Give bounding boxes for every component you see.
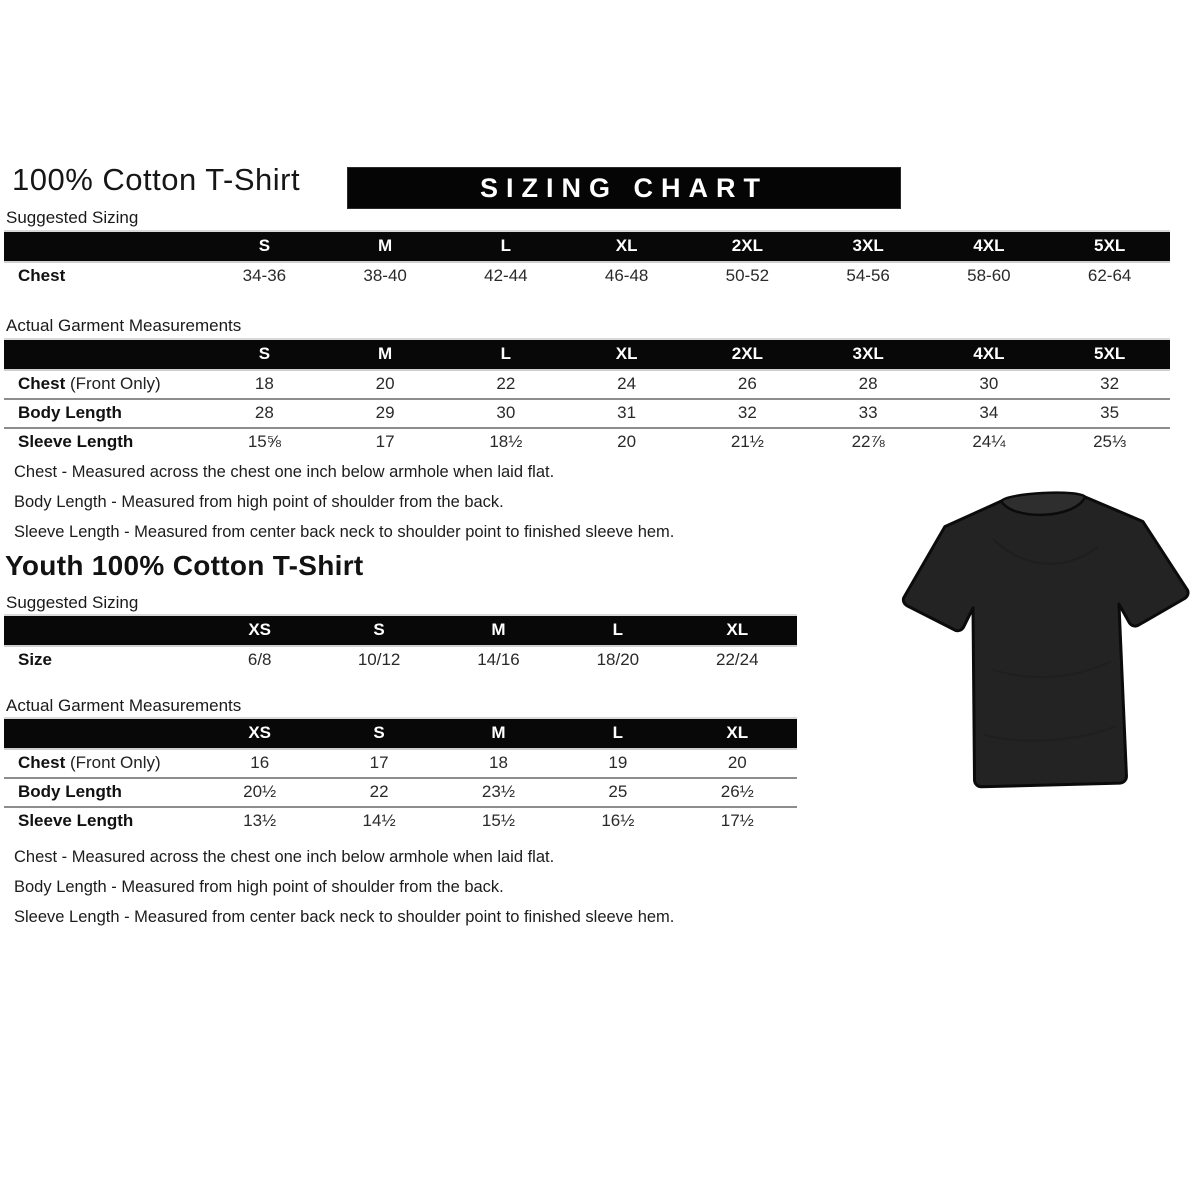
measurement-row-label	[4, 749, 200, 778]
note-body-length: Body Length - Measured from high point of shoulder from the back.	[14, 493, 504, 511]
size-column-header: L	[446, 339, 567, 370]
youth-measurement-notes	[14, 842, 674, 932]
size-column-header: XS	[200, 718, 319, 749]
row-label-text: Chest	[18, 266, 66, 285]
measurement-row	[4, 399, 1170, 428]
size-column-header: XL	[566, 339, 687, 370]
size-header-row	[4, 718, 797, 749]
measurement-cell: 24	[617, 374, 637, 393]
sizing-chart-banner-label: SIZING CHART	[480, 172, 768, 203]
measurement-cell: 58-60	[967, 266, 1011, 285]
size-column-header: 5XL	[1049, 339, 1170, 370]
measurement-cell: 23½	[439, 778, 558, 807]
note-sleeve-length: Sleeve Length - Measured from center back neck to shoulder point to finished sleeve hem.	[14, 523, 675, 541]
row-label-text: Body Length	[18, 782, 122, 801]
measurement-cell: 22	[496, 374, 516, 393]
measurement-cell: 17½	[678, 807, 797, 835]
sizing-table	[4, 230, 1170, 290]
measurement-row-label	[4, 262, 204, 290]
size-column-header: 4XL	[929, 231, 1050, 262]
size-column-header: L	[558, 718, 677, 749]
measurement-cell: 20½	[200, 778, 319, 807]
measurement-cell: 32	[687, 399, 808, 428]
size-column-header: M	[325, 231, 446, 262]
measurement-cell: 16	[250, 753, 270, 772]
size-column-header: S	[204, 339, 325, 370]
measurement-cell: 19	[608, 753, 628, 772]
row-label-text: Size	[18, 650, 53, 669]
measurement-cell: 18	[254, 374, 274, 393]
measurement-cell: 22⅞	[808, 428, 929, 456]
row-label-note: (Front Only)	[65, 753, 161, 772]
size-column-header: XS	[200, 615, 319, 646]
measurement-cell: 20	[727, 753, 747, 772]
row-label-text: Sleeve Length	[18, 432, 134, 451]
measurement-cell: 42-44	[484, 266, 528, 285]
youth-actual-measurements-table	[4, 717, 797, 835]
row-label-text: Body Length	[18, 403, 122, 422]
measurement-cell: 25	[558, 778, 677, 807]
row-label-text: Chest	[18, 753, 66, 772]
adult-actual-measurements-table	[4, 338, 1170, 456]
measurement-cell: 34	[929, 399, 1050, 428]
size-column-header: 5XL	[1049, 231, 1170, 262]
note-chest: Chest - Measured across the chest one inch below armhole when laid flat.	[14, 463, 555, 481]
measurement-cell: 16½	[558, 807, 677, 835]
measurement-cell: 13½	[200, 807, 319, 835]
size-column-header: XL	[566, 231, 687, 262]
measurement-cell: 18/20	[596, 650, 640, 669]
note-chest: Chest - Measured across the chest one inch below armhole when laid flat.	[14, 848, 555, 866]
page-title: 100% Cotton T-Shirt	[12, 162, 301, 197]
measurement-row-label	[4, 778, 200, 807]
measurement-cell: 25⅓	[1049, 428, 1170, 456]
measurement-row	[4, 749, 797, 778]
measurement-cell: 31	[566, 399, 687, 428]
note-body-length: Body Length - Measured from high point of shoulder from the back.	[14, 878, 504, 896]
note-sleeve-length: Sleeve Length - Measured from center back neck to shoulder point to finished sleeve hem.	[14, 908, 675, 926]
sizing-table	[4, 717, 797, 835]
measurement-cell: 18½	[446, 428, 567, 456]
size-column-header: 2XL	[687, 339, 808, 370]
adult-suggested-sizing-table	[4, 230, 1170, 290]
measurement-row	[4, 646, 797, 674]
size-header-row	[4, 231, 1170, 262]
measurement-cell: 20	[566, 428, 687, 456]
tshirt-icon	[896, 478, 1198, 812]
header-spacer-cell	[4, 718, 200, 749]
size-column-header: XL	[678, 718, 797, 749]
size-column-header: 4XL	[929, 339, 1050, 370]
sizing-table	[4, 614, 797, 674]
measurement-cell: 35	[1049, 399, 1170, 428]
measurement-cell: 17	[369, 753, 389, 772]
size-column-header: L	[558, 615, 677, 646]
size-column-header: 2XL	[687, 231, 808, 262]
measurement-cell: 34-36	[242, 266, 287, 285]
measurement-row-label	[4, 807, 200, 835]
measurement-cell: 22	[319, 778, 438, 807]
sizing-chart-banner	[347, 167, 901, 209]
measurement-cell: 22/24	[716, 650, 759, 669]
measurement-cell: 32	[1100, 374, 1120, 393]
size-column-header: S	[204, 231, 325, 262]
measurement-row	[4, 370, 1170, 399]
measurement-cell: 38-40	[363, 266, 407, 285]
measurement-row	[4, 807, 797, 835]
measurement-row	[4, 262, 1170, 290]
row-label-text: Chest	[18, 374, 66, 393]
size-column-header: S	[319, 718, 438, 749]
measurement-cell: 29	[325, 399, 446, 428]
measurement-cell: 20	[375, 374, 395, 393]
measurement-row	[4, 778, 797, 807]
row-label-text: Sleeve Length	[18, 811, 134, 830]
measurement-row-label	[4, 646, 200, 674]
header-spacer-cell	[4, 231, 204, 262]
size-column-header: 3XL	[808, 231, 929, 262]
adult-suggested-sizing-label: Suggested Sizing	[6, 208, 139, 227]
size-column-header: XL	[678, 615, 797, 646]
measurement-cell: 15⅝	[204, 428, 325, 456]
measurement-cell: 26½	[678, 778, 797, 807]
measurement-cell: 6/8	[247, 650, 272, 669]
measurement-cell: 50-52	[725, 266, 770, 285]
row-label-note: (Front Only)	[65, 374, 161, 393]
measurement-cell: 24¼	[929, 428, 1050, 456]
adult-actual-measurements-label: Actual Garment Measurements	[6, 316, 242, 335]
measurement-cell: 54-56	[846, 266, 890, 285]
sizing-table	[4, 338, 1170, 456]
measurement-row-label	[4, 428, 204, 456]
measurement-cell: 14/16	[477, 650, 520, 669]
size-column-header: M	[439, 718, 558, 749]
youth-section-title: Youth 100% Cotton T-Shirt	[5, 550, 364, 581]
size-column-header: M	[325, 339, 446, 370]
size-header-row	[4, 615, 797, 646]
measurement-cell: 14½	[319, 807, 438, 835]
measurement-cell: 15½	[439, 807, 558, 835]
measurement-cell: 30	[979, 374, 999, 393]
measurement-cell: 26	[737, 374, 757, 393]
measurement-cell: 30	[446, 399, 567, 428]
measurement-cell: 46-48	[604, 266, 649, 285]
youth-actual-measurements-label: Actual Garment Measurements	[6, 696, 242, 715]
measurement-row-label	[4, 370, 204, 399]
measurement-row	[4, 428, 1170, 456]
size-header-row	[4, 339, 1170, 370]
measurement-cell: 28	[204, 399, 325, 428]
size-column-header: L	[446, 231, 567, 262]
measurement-cell: 10/12	[357, 650, 401, 669]
measurement-cell: 17	[325, 428, 446, 456]
measurement-cell: 62-64	[1087, 266, 1132, 285]
measurement-cell: 21½	[687, 428, 808, 456]
size-column-header: 3XL	[808, 339, 929, 370]
youth-suggested-sizing-label: Suggested Sizing	[6, 593, 139, 612]
adult-measurement-notes	[14, 457, 674, 547]
size-column-header: M	[439, 615, 558, 646]
header-spacer-cell	[4, 615, 200, 646]
black-tshirt-photo	[896, 478, 1198, 812]
youth-suggested-sizing-table	[4, 614, 797, 674]
measurement-cell: 28	[858, 374, 878, 393]
header-spacer-cell	[4, 339, 204, 370]
measurement-cell: 18	[489, 753, 508, 772]
measurement-cell: 33	[808, 399, 929, 428]
size-column-header: S	[319, 615, 438, 646]
measurement-row-label	[4, 399, 204, 428]
